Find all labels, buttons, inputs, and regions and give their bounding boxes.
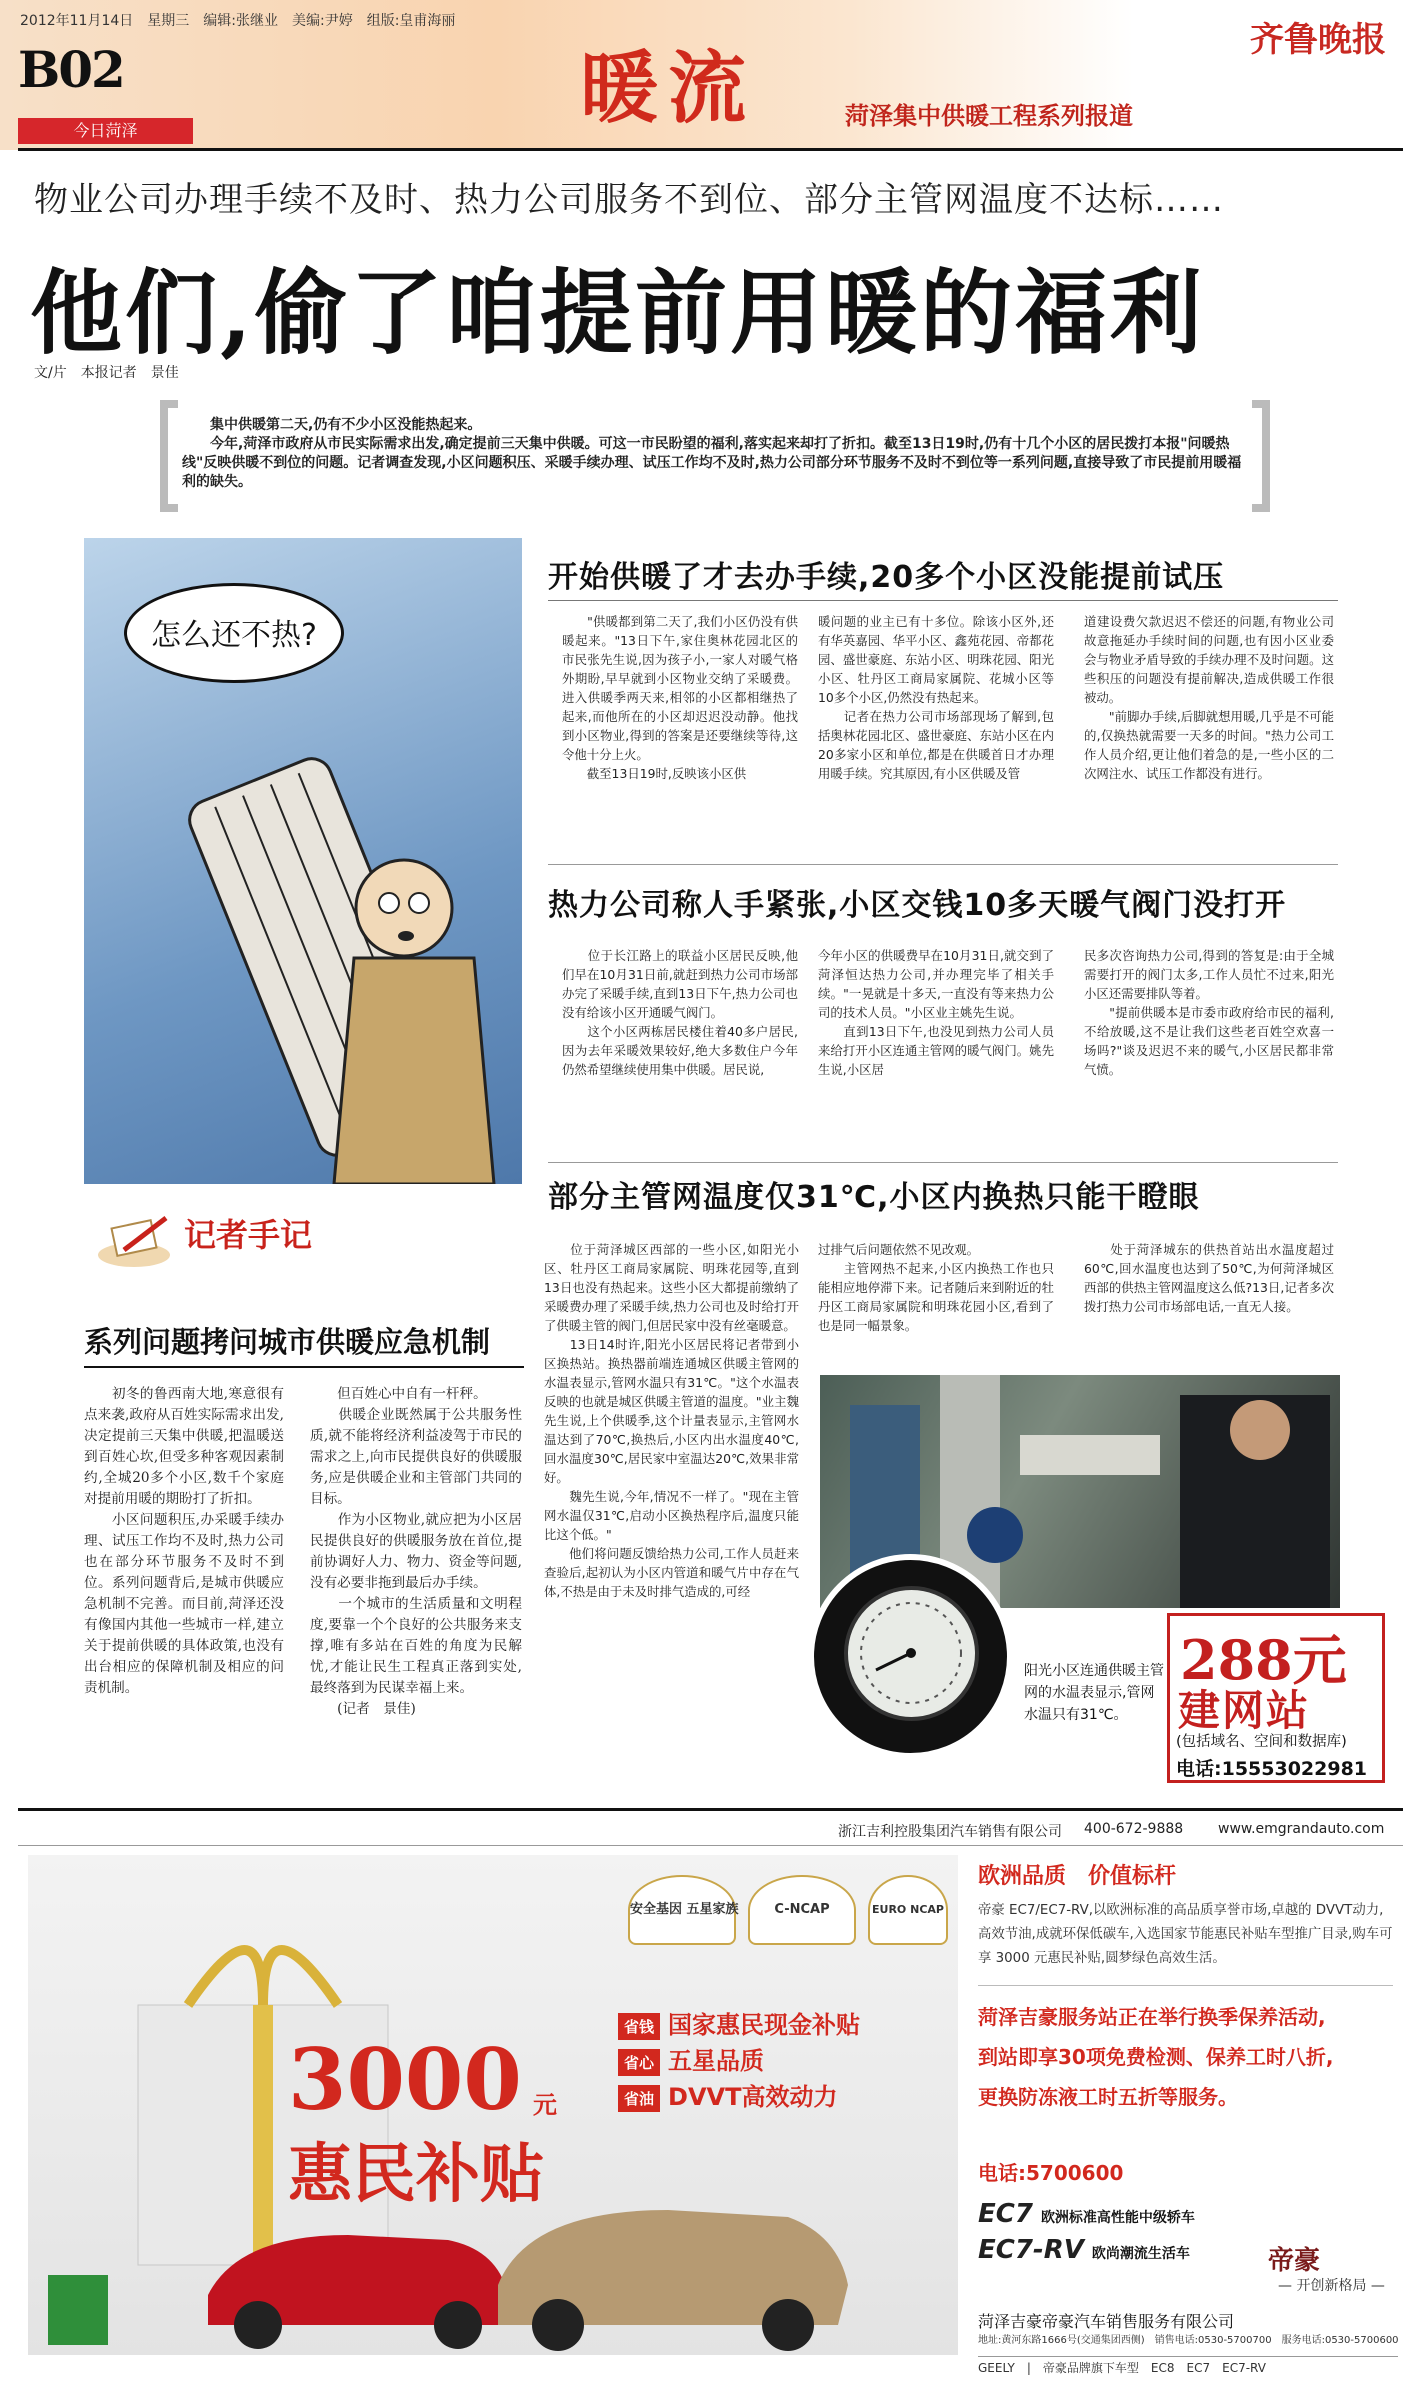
ad-company-top: 浙江吉利控股集团汽车销售有限公司 xyxy=(838,1824,1062,1840)
ad-slogan: — 开创新格局 — xyxy=(1278,2278,1385,2294)
dealer-address: 地址:黄河东路1666号(交通集团西侧) 销售电话:0530-5700700 服务电话:0530-5700600 xyxy=(978,2335,1399,2346)
section-2-col-3: 民多次咨询热力公司,得到的答复是:由于全城需要打开的阀门太多,工作人员忙不过来,阳光小区还需要排队等着。 "提前供暖本是市委市政府给市民的福利,不给放暖,这不是让我们这些老百姓空欢喜一场吗?"谈及迟迟不来的暖气,小区居民都非常气愤。 xyxy=(1084,948,1334,1077)
section-1-col-1: "供暖都到第二天了,我们小区仍没有供暖起来。"13日下午,家住奥林花园北区的市民张先生说,因为孩子小,一家人对暖气格外期盼,早早就到小区物业交纳了采暖费。进入供暖季两天来,相邻的小区都相继热了起来,而他所在的小区却迟迟没动静。他找到小区物业,得到的答案是还要继续等待,这令他十分上火。 截至13日19时,反映该小区供 xyxy=(562,614,798,781)
lead-box xyxy=(160,400,1270,512)
subhead-1-rule xyxy=(548,600,1338,601)
ad-note: (包括域名、空间和数据库) xyxy=(1176,1734,1347,1750)
section-label: 今日菏泽 xyxy=(18,118,193,144)
ad-promo: 菏泽吉豪服务站正在举行换季保养活动, 到站即享30项免费检测、保养工时八折, 更换防冻液工时五折等服务。 xyxy=(978,2005,1334,2109)
ad-footer: GEELY | 帝豪品牌旗下车型 EC8 EC7 EC7-RV xyxy=(978,2356,1398,2376)
subsidy-amount: 3000 xyxy=(288,2030,522,2129)
notebook-title: 系列问题拷问城市供暖应急机制 xyxy=(84,1325,491,1359)
notebook-col-2: 但百姓心中自有一杆秤。 供暖企业既然属于公共服务性质,就不能将经济利益凌驾于市民的需求之上,向市民提供良好的供暖服务,应是供暖企业和主管部门共同的目标。 作为小区物业,就应把为小区居民提供良好的供暖服务放在首位,提前协调好人力、物力、资金等问题,没有必要非拖到最后办手续。 一个城市的生活质量和文明程度,要靠一个个良好的公共服务来支撑,唯有多站在百姓的角度为民解忧,才能让民生工程真正落到实处,最终落到为民谋幸福上来。 (记者 景佳) xyxy=(310,1386,522,1717)
model-ec7-desc: 欧洲标准高性能中级轿车 xyxy=(1040,2210,1195,2226)
perk-1-tag: 省钱 xyxy=(618,2013,660,2040)
ad-right-rule xyxy=(978,1985,1393,1986)
header-rule xyxy=(18,148,1403,151)
byline: 文/片 本报记者 景佳 xyxy=(34,365,179,381)
headline: 他们,偷了咱提前用暖的福利 xyxy=(30,259,1206,367)
section-3-col-2: 过排气后问题依然不见改观。 主管网热不起来,小区内换热工作也只能相应地停滞下来。记者随后来到附近的牡丹区工商局家属院和明珠花园小区,看到了也是同一幅景象。 xyxy=(818,1242,1054,1333)
radiator-man-drawing xyxy=(84,538,522,1184)
model-ec7 xyxy=(978,2199,1195,2229)
model-ec7-rv xyxy=(978,2235,1190,2265)
euro-ncap-seal-badge: EURO NCAP xyxy=(868,1875,948,1945)
ad-visual xyxy=(28,1855,958,2355)
subhead-2: 热力公司称人手紧张,小区交钱10多天暖气阀门没打开 xyxy=(548,888,1287,923)
perk-2 xyxy=(618,2041,764,2076)
notebook-col-1: 初冬的鲁西南大地,寒意很有点来袭,政府从百姓实际需求出发,决定提前三天集中供暖,把温暖送到百姓心坎,但受多种客观因素制约,全城20多个小区,数千个家庭对提前用暖的期盼打了折扣。 小区问题积压,办采暖手续办理、试压工作均不及时,热力公司也在部分环节服务不及时不到位。系列问题背后,是城市供暖应急机制不完善。而目前,菏泽还没有像国内其他一些城市一样,建立关于提前供暖的具体政策,也没有出台相应的保障机制及相应的问责机制。 xyxy=(84,1386,284,1696)
ad-phone: 电话:15553022981 xyxy=(1176,1758,1368,1780)
subhead-3: 部分主管网温度仅31℃,小区内换热只能干瞪眼 xyxy=(548,1180,1200,1215)
photo-caption: 阳光小区连通供暖主管网的水温表显示,管网水温只有31℃。 xyxy=(1024,1663,1164,1723)
cncap-seal-badge: C-NCAP xyxy=(748,1875,856,1945)
subsidy-unit: 元 xyxy=(533,2091,557,2119)
gauge-needle-drawing xyxy=(848,1590,975,1717)
section-1-col-2: 暖问题的业主已有十多位。除该小区外,还有华英嘉园、华平小区、鑫苑花园、帝都花园、盛世豪庭、东站小区、明珠花园、阳光小区、牡丹区工商局家属院、花城小区等10多个小区,仍然没有热起来。 记者在热力公司市场部现场了解到,包括奥林花园北区、盛世豪庭、东站小区在内20多家小区和单位,都是在供暖首日才办理用暖手续。究其原因,有小区供暖及管 xyxy=(818,614,1054,781)
ad-right-body: 帝豪 EC7/EC7-RV,以欧洲标准的高品质享誉市场,卓越的 DVVT动力,高效节油,成就环保低碳车,入选国家节能惠民补贴车型推广目录,购车可享 3000 元惠民补贴,圆梦绿色高效生活。 xyxy=(978,1903,1393,1966)
ad-url[interactable]: www.emgrandauto.com xyxy=(1218,1821,1385,1837)
model-ec7-rv-name: EC7-RV xyxy=(978,2235,1084,2265)
section-3-top-rule xyxy=(548,1162,1338,1163)
gauge-inset xyxy=(808,1554,1013,1759)
website-ad[interactable] xyxy=(1167,1613,1385,1783)
subsidy-text: 惠民补贴 xyxy=(288,2137,544,2212)
header-meta: 2012年11月14日 星期三 编辑:张继业 美编:尹婷 组版:皇甫海丽 xyxy=(20,13,456,29)
kicker: 物业公司办理手续不及时、热力公司服务不到位、部分主管网温度不达标…… xyxy=(34,180,1224,220)
perk-3-tag: 省油 xyxy=(618,2085,660,2112)
perk-1-text: 国家惠民现金补贴 xyxy=(668,2011,861,2039)
ad-top-rule xyxy=(18,1845,1403,1846)
perk-2-tag: 省心 xyxy=(618,2049,660,2076)
emgrand-logo: 帝豪 xyxy=(1268,2246,1321,2276)
section-2-col-2: 今年小区的供暖费早在10月31日,就交到了菏泽恒达热力公司,并办理完毕了相关手续。"一晃就是十多天,一直没有等来热力公司的技术人员。"小区业主姚先生说。 直到13日下午,也没见到热力公司人员来给打开小区连通主管网的暖气阀门。姚先生说,小区居 xyxy=(818,948,1054,1077)
ad-hotline: 400-672-9888 xyxy=(1084,1821,1184,1837)
cartoon-illustration xyxy=(84,538,522,1184)
section-3-col-1: 位于菏泽城区西部的一些小区,如阳光小区、牡丹区工商局家属院、明珠花园等,直到13日也没有热起来。这些小区大都提前缴纳了采暖费办理了采暖手续,热力公司也及时给打开了供暖主管的阀门,但居民家中没有丝毫暖意。 13日14时许,阳光小区居民将记者带到小区换热站。换热器前端连通城区供暖主管网的水温表显示,管网水温只有31℃。"这个水温表反映的也就是城区供暖主管道的温度。"业主魏先生说,上个供暖季,这个计量表显示,主管网水温达到了70℃,换热后,小区内出水温度40℃,回水温度30℃,居民家中室温达20℃,效果非常好。 魏先生说,今年,情况不一样了。"现在主管网水温仅31℃,启动小区换热程序后,温度只能比这个低。" 他们将问题反馈给热力公司,工作人员赶来查验后,起初认为小区内管道和暖气片中存在气体,不热是由于未及时排气造成的,可经 xyxy=(544,1242,799,1599)
right-bracket xyxy=(1252,400,1270,512)
perk-3-text: DVVT高效动力 xyxy=(668,2083,838,2111)
section-3-col-3: 处于菏泽城东的供热首站出水温度超过60℃,回水温度也达到了50℃,为何菏泽城区西部的供热主管网温度这么低?13日,记者多次拨打热力公司市场部电话,一直无人接。 xyxy=(1084,1242,1334,1314)
perk-3 xyxy=(618,2077,837,2112)
section-2-top-rule xyxy=(548,864,1338,865)
lead-text: 集中供暖第二天,仍有不少小区没能热起来。 今年,菏泽市政府从市民实际需求出发,确定提前三天集中供暖。可这一市民盼望的福利,落实起来却打了折扣。截至13日19时,仍有十几个小区的居民拨打本报"问暖热线"反映供暖不到位的问题。记者调查发现,小区问题积压、采暖手续办理、试压工作均不及时,热力公司部分环节服务不及时不到位等一系列问题,直接导致了市民提前用暖福利的缺失。 xyxy=(182,417,1242,490)
notebook-rule xyxy=(84,1366,524,1368)
ad-right-headline: 欧洲品质 价值标杆 xyxy=(978,1864,1177,1889)
dealer-name: 菏泽吉豪帝豪汽车销售服务有限公司 xyxy=(978,2312,1235,2331)
left-bracket xyxy=(160,400,178,512)
subhead-1: 开始供暖了才去办手续,20多个小区没能提前试压 xyxy=(548,560,1225,595)
ad-price: 288元 xyxy=(1180,1628,1347,1692)
ad-title: 建网站 xyxy=(1178,1686,1311,1735)
section-1-col-3: 道建设费欠款迟迟不偿还的问题,有物业公司故意拖延办手续时间的问题,也有因小区业委会与物业矛盾导致的手续办理不及时问题。这些积压的问题没有提前解决,造成供暖工作很被动。 "前脚办手续,后脚就想用暖,几乎是不可能的,仅换热就需要一天多的时间。"热力公司工作人员介绍,更让他们着急的是,一些小区的二次网注水、试压工作都没有进行。 xyxy=(1084,614,1334,781)
model-ec7-rv-desc: 欧尚潮流生活车 xyxy=(1091,2246,1190,2262)
car-advertisement[interactable] xyxy=(18,1808,1403,2375)
column-subtitle: 菏泽集中供暖工程系列报道 xyxy=(845,102,1133,130)
perk-2-text: 五星品质 xyxy=(668,2047,765,2075)
notebook-pen-icon xyxy=(94,1210,174,1270)
column-title: 暖流 xyxy=(580,43,757,134)
safety-seal-badge: 安全基因 五星家族 xyxy=(628,1875,736,1945)
section-2-col-1: 位于长江路上的联益小区居民反映,他们早在10月31日前,就赶到热力公司市场部办完了采暖手续,直到13日下午,热力公司也没有给该小区开通暖气阀门。 这个小区两栋居民楼住着40多户居民,因为去年采暖效果较好,绝大多数住户今年仍然希望继续使用集中供暖。居民说, xyxy=(562,948,798,1077)
page-number: B02 xyxy=(18,40,124,99)
gauge-face xyxy=(844,1586,979,1721)
speech-bubble-text: 怎么还不热? xyxy=(151,618,317,653)
model-ec7-name: EC7 xyxy=(978,2199,1033,2229)
newspaper-logo: 齐鲁晚报 xyxy=(1250,20,1386,60)
perk-1 xyxy=(618,2005,860,2040)
notebook-badge: 记者手记 xyxy=(184,1216,313,1254)
ad-right-panel xyxy=(978,1855,1398,2355)
ad-promo-phone: 电话:5700600 xyxy=(978,2161,1124,2185)
